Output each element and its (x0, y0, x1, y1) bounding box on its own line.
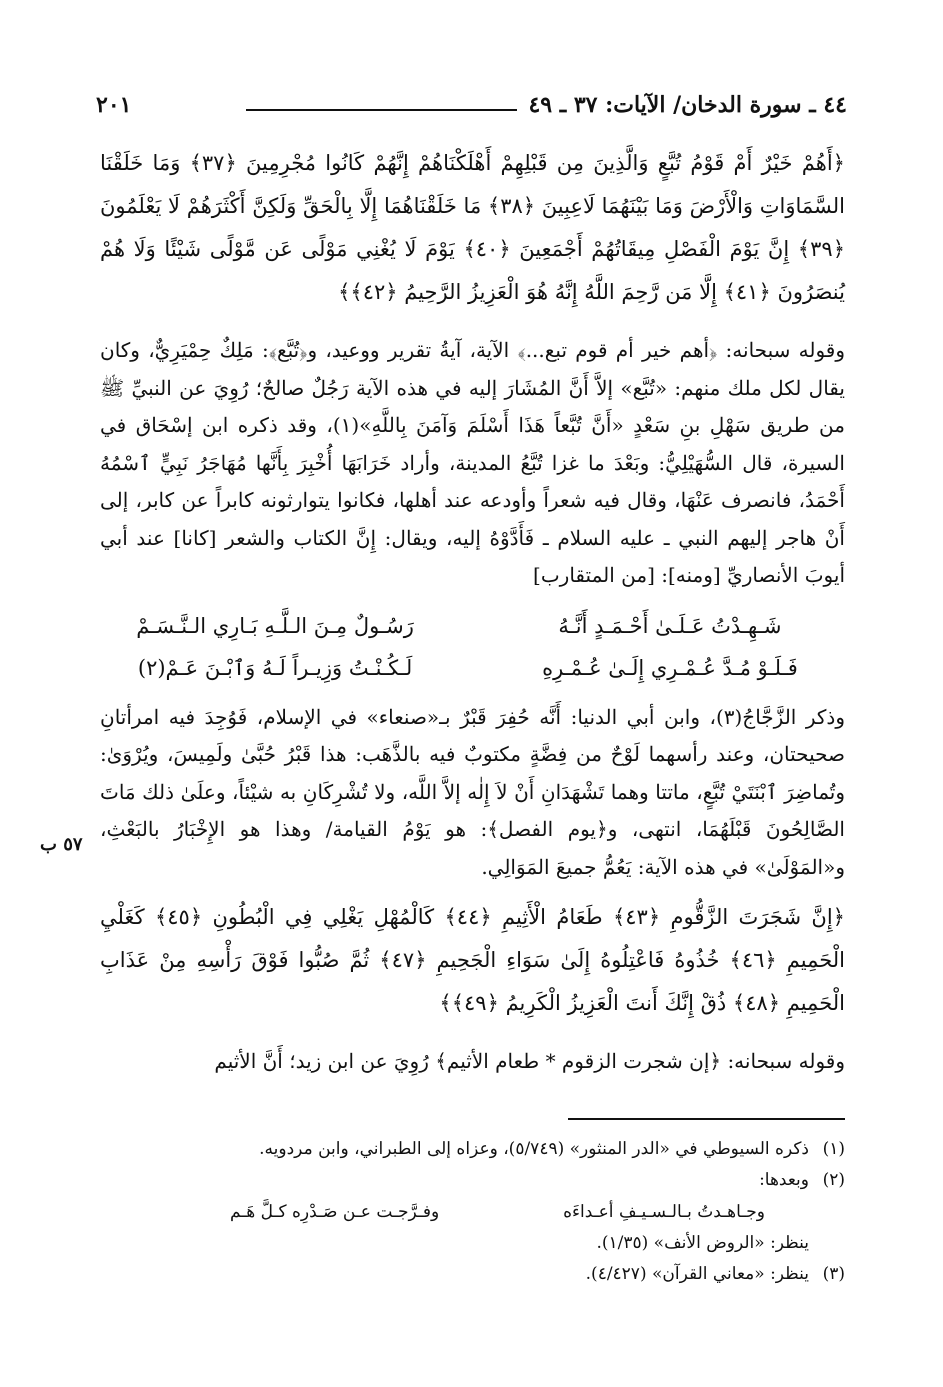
commentary-paragraph-2: وذكر الزَّجَّاجُ(٣)، وابن أبي الدنيا: أَنَّه حُفِرَ قَبْرٌ بـ«صنعاء» في الإسلام، فَوُجِدَ فيه امرأتانِ صحيحتان، وعند رأسهما لَوْحٌ من فِضَّةٍ مكتوبٌ فيه بالذَّهَب: هذا قَبْرُ حُبَّىٰ ولَمِيسَ، ويُرْوَىٰ: وتُماضِرَ ٱبْنَتَيْ تُبَّعٍ، ماتتا وهما تَشْهَدَانِ أَنْ لاَ إِلٰه إلاَّ اللَّه، ولا تُشْرِكَانِ به شيْئاً، وعلَىٰ ذلك مَاتَ الصَّالِحُونَ قَبْلَهُمَا، انتهى، و﴿يوم الفصل﴾: هو يَوْمُ القيامة/ وهذا هو الإِخْبَارُ بالبَعْثِ، و«المَوْلَىٰ» في هذه الآية: يَعُمُّ جميعَ المَوَالِي. (100, 704, 845, 879)
footnote-text: ينظر: «الروض الأنف» (١/٣٥). (596, 1233, 809, 1253)
page-header (96, 92, 847, 132)
footnotes (100, 1134, 845, 1290)
footnote-number: (١) (822, 1139, 845, 1159)
footnote-number: (٢) (822, 1170, 845, 1190)
footnote-2-reference (100, 1228, 845, 1259)
verse-first-hemistich: وجـاهـدتُ بـالـسـيـفِ أعـداءَه (563, 1202, 765, 1222)
running-title: ٤٤ ـ سورة الدخان/ الآيات: ٣٧ ـ ٤٩ (528, 92, 847, 118)
verse-first-hemistich: فَـلَـوْ مُـدَّ عُـمْـرِي إِلَـىٰ عُـمْـرِهِ (542, 655, 798, 680)
verse-second-hemistich: رَسُـولٌ مِـنَ الـلَّـهِ بَـارِي الـنَّـسَـمْ (136, 613, 414, 638)
footnote-3 (100, 1259, 845, 1290)
footnote-text: وبعدها: (759, 1170, 809, 1190)
header-rule (246, 109, 517, 111)
poem (100, 605, 845, 689)
page-number: ٢٠١ (96, 92, 132, 118)
footnote-text: ذكره السيوطي في «الدر المنثور» (٥/٧٤٩)، وعزاه إلى الطبراني، وابن مردويه. (259, 1139, 809, 1159)
verse-second-hemistich: لَـكُـنْـتُ وَزِيـراً لَـهُ وَٱبْـنَ عَـمْ(٢) (137, 655, 413, 680)
footnote-verse (100, 1196, 845, 1228)
quran-passage-1: ﴿أَهُمْ خَيْرٌ أَمْ قَوْمُ تُبَّعٍ وَالَّذِينَ مِن قَبْلِهِمْ أَهْلَكْنَاهُمْ إِنَّهُمْ كَانُوا مُجْرِمِينَ ﴿٣٧﴾ وَمَا خَلَقْنَا السَّمَاوَاتِ وَالْأَرْضَ وَمَا بَيْنَهُمَا لَاعِبِينَ ﴿٣٨﴾ مَا خَلَقْنَاهُمَا إِلَّا بِالْحَقِّ وَلَكِنَّ أَكْثَرَهُمْ لَا يَعْلَمُونَ ﴿٣٩﴾ إِنَّ يَوْمَ الْفَصْلِ مِيقَاتُهُمْ أَجْمَعِينَ ﴿٤٠﴾ يَوْمَ لَا يُغْنِي مَوْلًى عَن مَّوْلًى شَيْئًا وَلَا هُمْ يُنصَرُونَ ﴿٤١﴾ إِلَّا مَن رَّحِمَ اللَّهُ إِنَّهُ هُوَ الْعَزِيزُ الرَّحِيمُ ﴿٤٢﴾﴾ (100, 151, 846, 304)
manuscript-folio-note: ٥٧ ب (40, 834, 83, 855)
footnote-rule (568, 1118, 845, 1120)
poem-verse (100, 605, 845, 647)
poem-verse (100, 647, 845, 689)
quran-passage-2: ﴿إِنَّ شَجَرَتَ الزَّقُّومِ ﴿٤٣﴾ طَعَامُ الْأَثِيمِ ﴿٤٤﴾ كَالْمُهْلِ يَغْلِي فِي الْبُطُونِ ﴿٤٥﴾ كَغَلْيِ الْحَمِيمِ ﴿٤٦﴾ خُذُوهُ فَاعْتِلُوهُ إِلَىٰ سَوَاءِ الْجَحِيمِ ﴿٤٧﴾ ثُمَّ صُبُّوا فَوْقَ رَأْسِهِ مِنْ عَذَابِ الْحَمِيمِ ﴿٤٨﴾ ذُقْ إِنَّكَ أَنتَ الْعَزِيزُ الْكَرِيمُ ﴿٤٩﴾﴾ (100, 905, 845, 1015)
footnote-number: (٣) (822, 1264, 845, 1284)
verse-first-hemistich: شَـهِـدْتُ عَـلَـىٰ أَحْـمَـدٍ أَنَّـهُ (558, 613, 782, 638)
footnote-1 (100, 1134, 845, 1165)
commentary-paragraph-1: وقوله سبحانه: ﴿أهم خير أم قوم تبع...﴾ الآية، آيةُ تقرير ووعيد، و﴿تُبَّع﴾: مَلِكٌ حِمْيَرِيٌّ، وكان يقال لكل ملك منهم: «تُبَّع» إلاَّ أَنَّ المُشَارَ إليه في هذه الآية رَجُلٌ صالحٌ؛ رُوِيَ عن النبيِّ ﷺ من طريق سَهْلِ بنِ سَعْدٍ «أَنَّ تُبَّعاً هَذَا أَسْلَمَ وَآمَنَ بِاللَّهِ»(١)، وقد ذكره ابن إسْحَاق في السيرة، قال السُّهَيْلِيُّ: وبَعْدَ ما غزا تُبَّعُ المدينة، وأراد خَرَابَهَا أُخْبِرَ بِأَنَّها مُهَاجَرُ نَبِيٍّ ٱسْمُهُ أَحْمَدُ، فانصرف عَنْهَا، وقال فيه شعراً وأودعه عند أهلها، فكانوا يتوارثونه كابراً عن كابر، إلى أَنْ هاجر إليهم النبي ـ عليه السلام ـ فَأَدَّوْهُ إليه، ويقال: إِنَّ الكتاب والشعر [كانا] عند أبي أيوبَ الأنصاريِّ [ومنه]: [من المتقارب] (100, 338, 845, 587)
verse-second-hemistich: وفـرَّجـت عـن صَـدْرِه كـلَّ هَـم (230, 1202, 440, 1222)
footnote-text: ينظر: «معاني القرآن» (٤/٤٢٧). (585, 1264, 809, 1284)
footnote-2 (100, 1165, 845, 1196)
page-body (100, 142, 845, 1091)
commentary-paragraph-3: وقوله سبحانه: ﴿إن شجرت الزقوم * طعام الأثيم﴾ رُوِيَ عن ابن زيد؛ أَنَّ الأثيم (214, 1049, 845, 1073)
